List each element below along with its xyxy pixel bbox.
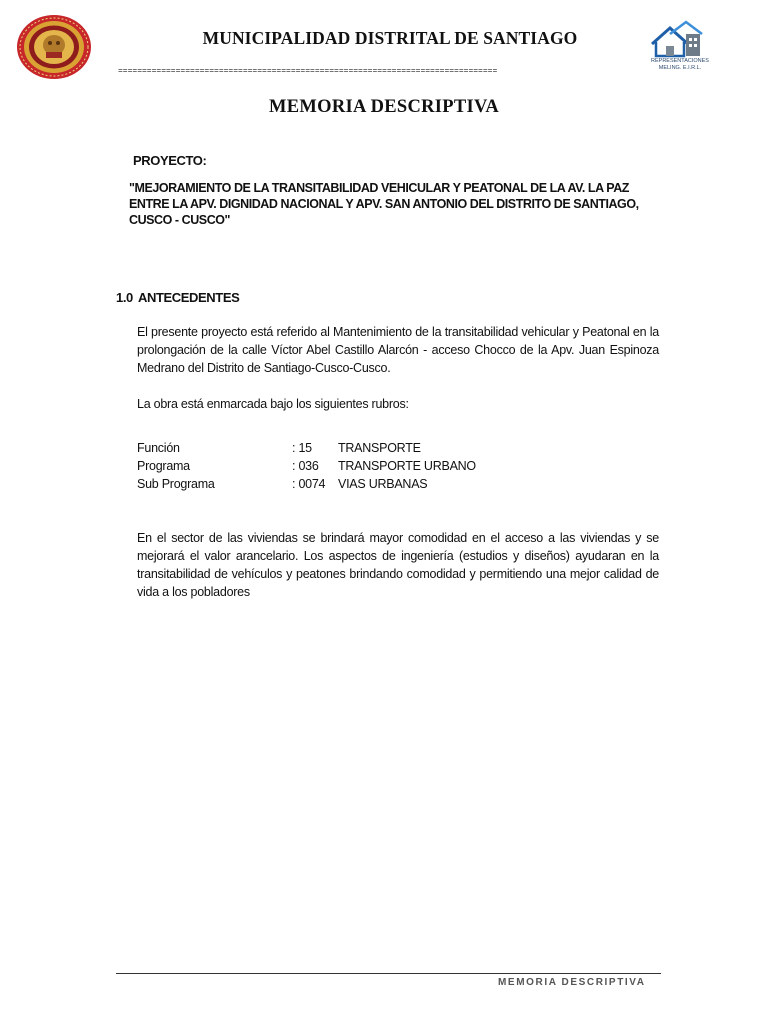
project-label: PROYECTO: xyxy=(133,153,207,168)
company-logo-text: REPRESENTACIONES MELING. E.I.R.L. xyxy=(651,58,709,71)
footer-separator xyxy=(116,973,661,974)
paragraph-rubros-intro: La obra está enmarcada bajo los siguientes rubros: xyxy=(137,397,409,411)
rubro-name: VIAS URBANAS xyxy=(338,477,428,491)
rubros-table xyxy=(137,441,476,495)
table-row xyxy=(137,459,476,477)
footer-label: MEMORIA DESCRIPTIVA xyxy=(498,977,646,988)
rubro-label: Función xyxy=(137,441,180,455)
rubro-name: TRANSPORTE URBANO xyxy=(338,459,476,473)
rubro-label: Sub Programa xyxy=(137,477,215,491)
rubro-code: : 036 xyxy=(292,459,319,473)
section-title: ANTECEDENTES xyxy=(138,290,240,305)
municipal-seal-logo xyxy=(16,14,92,80)
rubro-label: Programa xyxy=(137,459,190,473)
rubro-name: TRANSPORTE xyxy=(338,441,421,455)
section-heading xyxy=(116,290,239,305)
paragraph-benefits: En el sector de las viviendas se brindará mayor comodidad en el acceso a las viviendas y se mejorará el valor arancelario. Los aspectos de ingeniería (estudios y diseños) ayudaran en la transitabilidad de vehículos y peatones brindando comodidad y permitiendo una mejor calidad de vida a los pobladores xyxy=(137,531,659,599)
rubro-code: : 15 xyxy=(292,441,312,455)
document-title: MEMORIA DESCRIPTIVA xyxy=(269,97,499,117)
header-separator: =============================================================================== xyxy=(118,68,498,76)
paragraph-intro: El presente proyecto está referido al Mantenimiento de la transitabilidad vehicular y Peatonal en la prolongación de la calle Víctor Abel Castillo Alarcón - acceso Chocco de la Apv. Juan Espinoza Medrano del Distrito de Santiago-Cusco-Cusco. xyxy=(137,325,659,375)
rubro-code: : 0074 xyxy=(292,477,326,491)
section-number: 1.0 xyxy=(116,290,133,305)
project-name: "MEJORAMIENTO DE LA TRANSITABILIDAD VEHICULAR Y PEATONAL DE LA AV. LA PAZ ENTRE LA APV. DIGNIDAD NACIONAL Y APV. SAN ANTONIO DEL DISTRITO DE SANTIAGO, CUSCO - CUSCO" xyxy=(129,181,639,227)
table-row xyxy=(137,441,476,459)
table-row xyxy=(137,477,476,495)
organization-title: MUNICIPALIDAD DISTRITAL DE SANTIAGO xyxy=(202,28,578,48)
